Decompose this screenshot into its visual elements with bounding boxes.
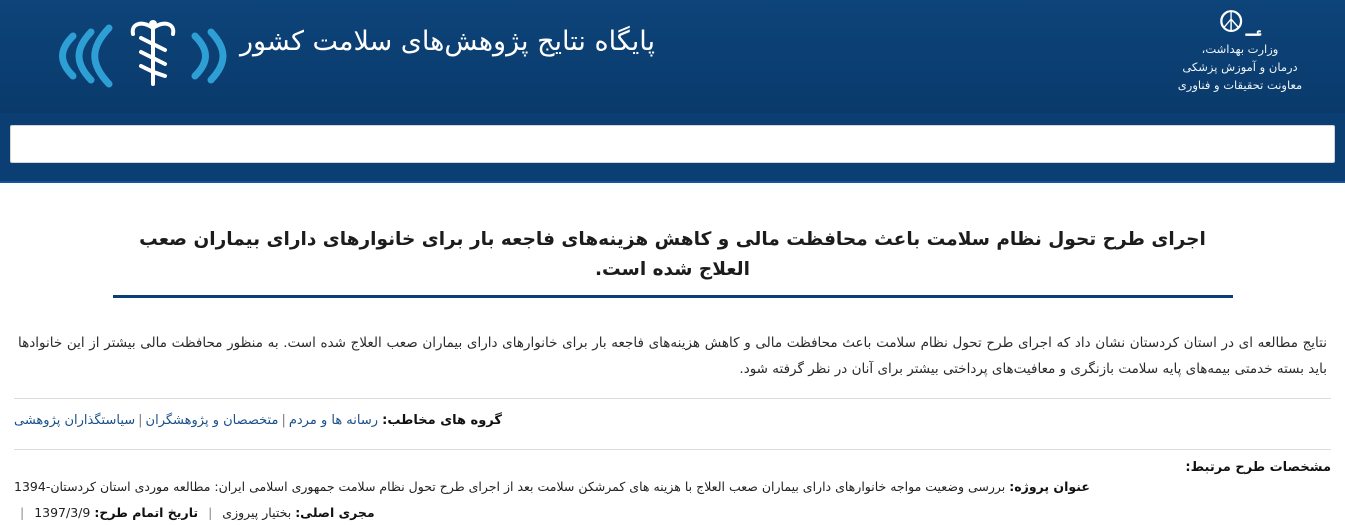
site-header xyxy=(0,0,1345,113)
ministry-line-3: معاونت تحقیقات و فناوری xyxy=(1177,78,1303,92)
project-row xyxy=(14,475,1331,499)
page-title: پایگاه نتایج پژوهش‌های سلامت کشور xyxy=(240,26,656,57)
caduceus-sound-wave-logo xyxy=(45,14,230,94)
project-title: بررسی وضعیت مواجه خانوارهای دارای بیماران صعب العلاج با هزینه های کمرشکن سلامت بعد از اجرای طرح تحول نظام سلامت جمهوری اسلامی ایران: مطالعه موردی استان کردستان-1394 xyxy=(14,479,1006,494)
end-date-value: 1397/3/9 xyxy=(34,505,91,520)
meta-separator-2: | xyxy=(20,505,25,520)
search-box[interactable] xyxy=(10,125,1335,163)
related-project-title: مشخصات طرح مرتبط: xyxy=(1185,460,1331,475)
headline-wrap xyxy=(14,183,1331,298)
pi-label: مجری اصلی: xyxy=(295,505,375,520)
search-input[interactable] xyxy=(21,125,1324,163)
audience-link-media-public[interactable]: رسانه ها و مردم xyxy=(288,413,379,428)
project-meta-row xyxy=(14,501,1331,525)
ministry-line-1: وزارت بهداشت، xyxy=(1201,42,1279,56)
article-headline: اجرای طرح تحول نظام سلامت باعث محافظت مالی و کاهش هزینه‌های فاجعه بار برای خانوارهای دارای بیماران صعب العلاج شده است. xyxy=(113,225,1233,298)
header-bottom-rule xyxy=(0,173,1345,183)
audience-link-research-policymakers[interactable]: سیاستگذاران پژوهشی xyxy=(14,413,136,428)
audience-row xyxy=(14,409,1331,433)
meta-separator: | xyxy=(208,505,213,520)
project-label: عنوان پروژه: xyxy=(1009,479,1090,494)
audience-links: رسانه ها و مردم|متخصصان و پژوهشگران|سیاستگذاران پژوهشی xyxy=(14,413,379,428)
divider-1 xyxy=(14,398,1331,399)
article-abstract: نتایج مطالعه ای در استان کردستان نشان داد که اجرای طرح تحول نظام سلامت باعث محافظت مالی و کاهش هزینه‌های فاجعه بار برای خانوارهای دارای بیماران صعب العلاج شده است. به منظور محافظت مالی بیشتر از این خانوادها باید بسته خدمتی بیمه‌های پایه سلامت بازنگری و معافیت‌های پرداختی بیشتر برای آنان در نظر گرفته شود. xyxy=(18,335,1327,377)
audience-label: گروه های مخاطب: xyxy=(382,413,502,428)
divider-2 xyxy=(14,449,1331,450)
ministry-line-2: درمان و آموزش پزشکی xyxy=(1182,60,1298,74)
search-strip xyxy=(0,113,1345,173)
pi-name: بختیار پیروزی xyxy=(222,505,292,520)
main-content xyxy=(0,183,1345,525)
ministry-block xyxy=(1155,5,1325,94)
end-date-label: تاریخ اتمام طرح: xyxy=(94,505,199,520)
audience-link-experts-researchers[interactable]: متخصصان و پژوهشگران xyxy=(145,413,279,428)
iran-emblem-icon: ؀☮ xyxy=(1217,5,1263,40)
